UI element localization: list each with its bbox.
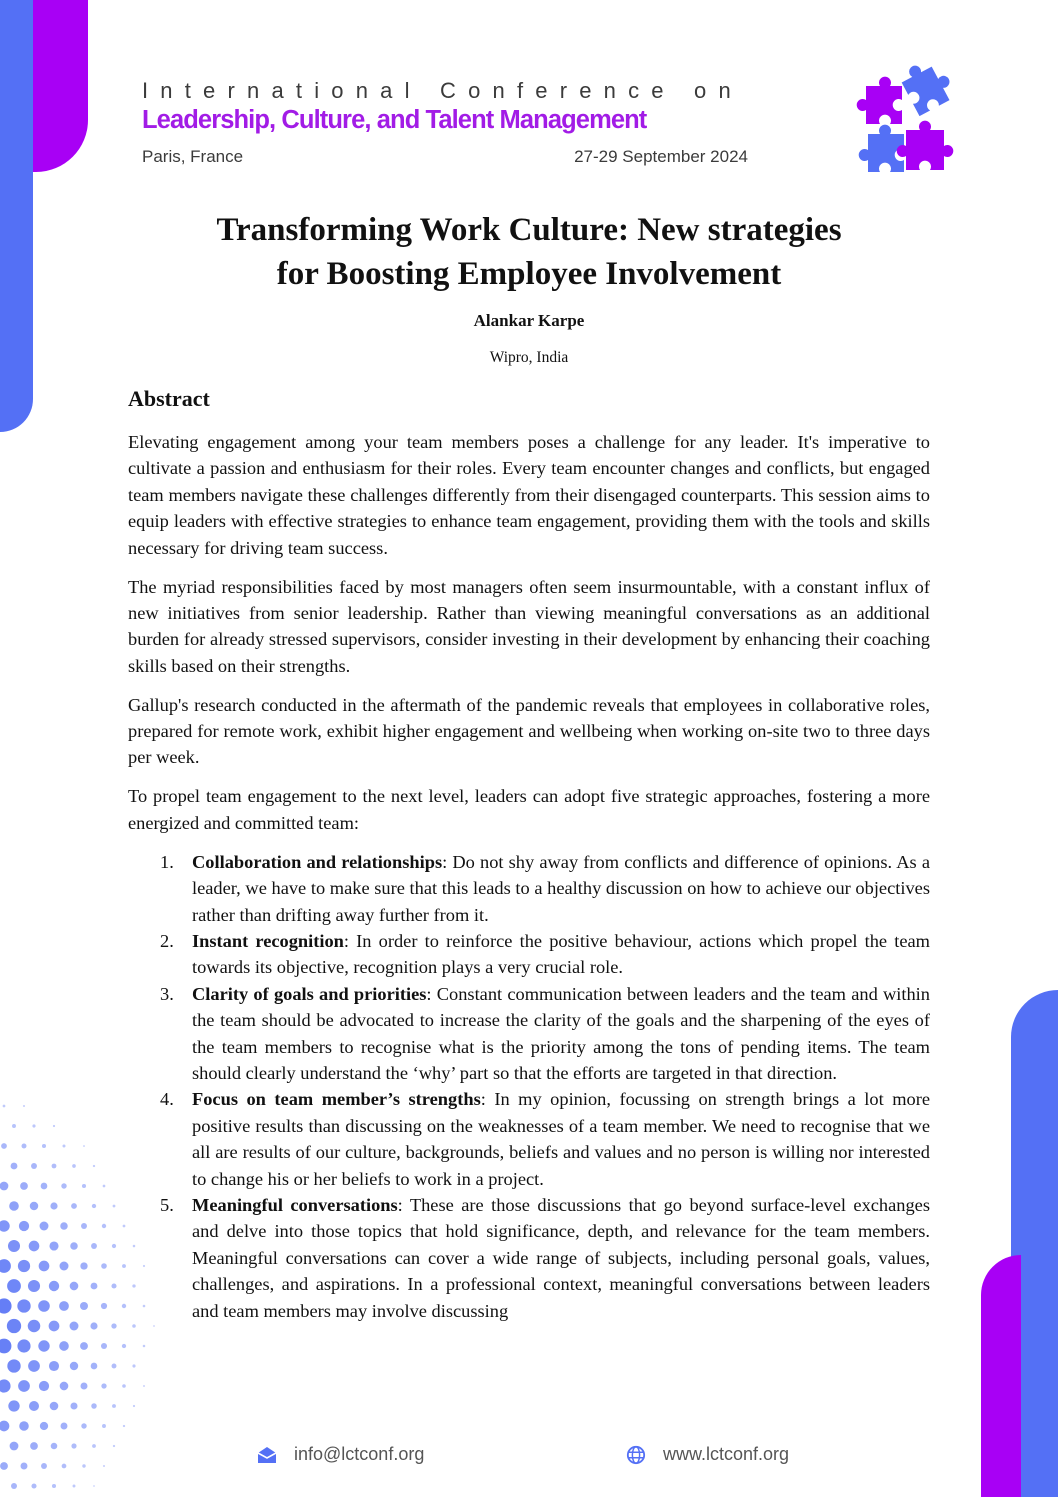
email-link[interactable]: info@lctconf.org xyxy=(294,1444,425,1464)
abstract-body xyxy=(128,429,930,1324)
decorative-blue-bar-left xyxy=(0,0,33,432)
list-text: : In my opinion, focussing on strength brings a lot more positive results than discussing on the weaknesses of a team member. We need to recognise that we all are results of our culture, backgrounds, beliefs and values and no person is willing nor interested to change his or her beliefs to work in a project. xyxy=(192,1089,931,1189)
strategies-list xyxy=(128,849,930,1324)
author-name: Alankar Karpe xyxy=(473,311,585,330)
paper-title-line1: Transforming Work Culture: New strategies xyxy=(216,212,842,248)
list-term: Instant recognition xyxy=(192,930,344,951)
list-text: : These are those discussions that go beyond surface-level exchanges and delve into those topics that hold significance, depth, and relevance for the team members. Meaningful conversations can cover a wide range of subjects, including personal goals, values, challenges, and aspirations. In a professional context, meaningful conversations between leaders and team members may involve discussing xyxy=(192,1194,930,1321)
paragraph: Gallup's research conducted in the aftermath of the pandemic reveals that employees in collaborative roles, prepared for remote work, exhibit higher engagement and wellbeing when working on-site two to three days per week. xyxy=(128,694,930,768)
list-text: : Constant communication between leaders and the team and within the team should be advocated to increase the clarity of the goals and the sharpening of the eyes of the team members to recognise what is the priority among the tons of pending items. The team should clearly understand the ‘why’ part so that the efforts are targeted in that direction. xyxy=(192,983,930,1083)
paper-title xyxy=(128,208,930,296)
decorative-purple-bar-right xyxy=(981,1255,1021,1497)
author-affiliation: Wipro, India xyxy=(489,349,569,366)
list-item xyxy=(128,1086,930,1192)
paragraph: To propel team engagement to the next level, leaders can adopt five strategic approaches, fostering a more energized and committed team: xyxy=(128,786,930,833)
puzzle-pieces-icon xyxy=(856,58,960,180)
list-item xyxy=(128,1192,930,1324)
list-text: : Do not shy away from conflicts and difference of opinions. As a leader, we have to make sure that this leads to a healthy discussion on how to achieve our objectives rather than drifting away further from it. xyxy=(192,851,931,925)
conference-meta xyxy=(142,147,748,167)
list-number: 1. xyxy=(160,851,174,872)
conference-header xyxy=(142,78,748,167)
list-number: 5. xyxy=(160,1194,174,1215)
paragraph: Elevating engagement among your team members poses a challenge for any leader. It's imperative to cultivate a passion and enthusiasm for their roles. Every team encounter changes and conflicts, but engaged team members navigate these challenges differently from their disengaged counterparts. This session aims to equip leaders with effective strategies to enhance team engagement, providing them with the tools and skills necessary for driving team success. xyxy=(128,432,930,558)
list-number: 3. xyxy=(160,983,174,1004)
paper-title-line2: for Boosting Employee Involvement xyxy=(276,256,782,292)
decorative-purple-bar-left xyxy=(33,0,88,172)
list-item xyxy=(128,849,930,928)
footer-website[interactable] xyxy=(625,1444,789,1465)
list-item xyxy=(128,928,930,981)
conference-location: Paris, France xyxy=(142,147,244,166)
list-text: : In order to reinforce the positive behaviour, actions which propel the team towards its objective, recognition plays a very crucial role. xyxy=(192,930,930,978)
list-term: Focus on team member’s strengths xyxy=(192,1089,481,1110)
paragraph: The myriad responsibilities faced by most managers often seem insurmountable, with a constant influx of new initiatives from senior leadership. Rather than viewing meaningful conversations as an additional burden for already stressed supervisors, consider investing in their development by enhancing their coaching skills based on their strengths. xyxy=(128,576,930,676)
page-footer xyxy=(256,1444,816,1472)
envelope-icon xyxy=(256,1445,278,1465)
list-term: Collaboration and relationships xyxy=(192,851,443,872)
list-term: Clarity of goals and priorities xyxy=(192,983,427,1004)
website-link[interactable]: www.lctconf.org xyxy=(663,1444,790,1464)
list-number: 2. xyxy=(160,930,174,951)
list-item xyxy=(128,981,930,1087)
abstract-heading: Abstract xyxy=(128,386,210,411)
globe-icon xyxy=(625,1445,647,1465)
conference-dates: 27-29 September 2024 xyxy=(574,147,748,166)
list-term: Meaningful conversations xyxy=(192,1194,398,1215)
conference-name: Leadership, Culture, and Talent Management xyxy=(142,106,647,134)
list-number: 4. xyxy=(160,1089,174,1110)
conference-line: International Conference on xyxy=(142,78,743,103)
footer-email[interactable] xyxy=(256,1444,424,1465)
